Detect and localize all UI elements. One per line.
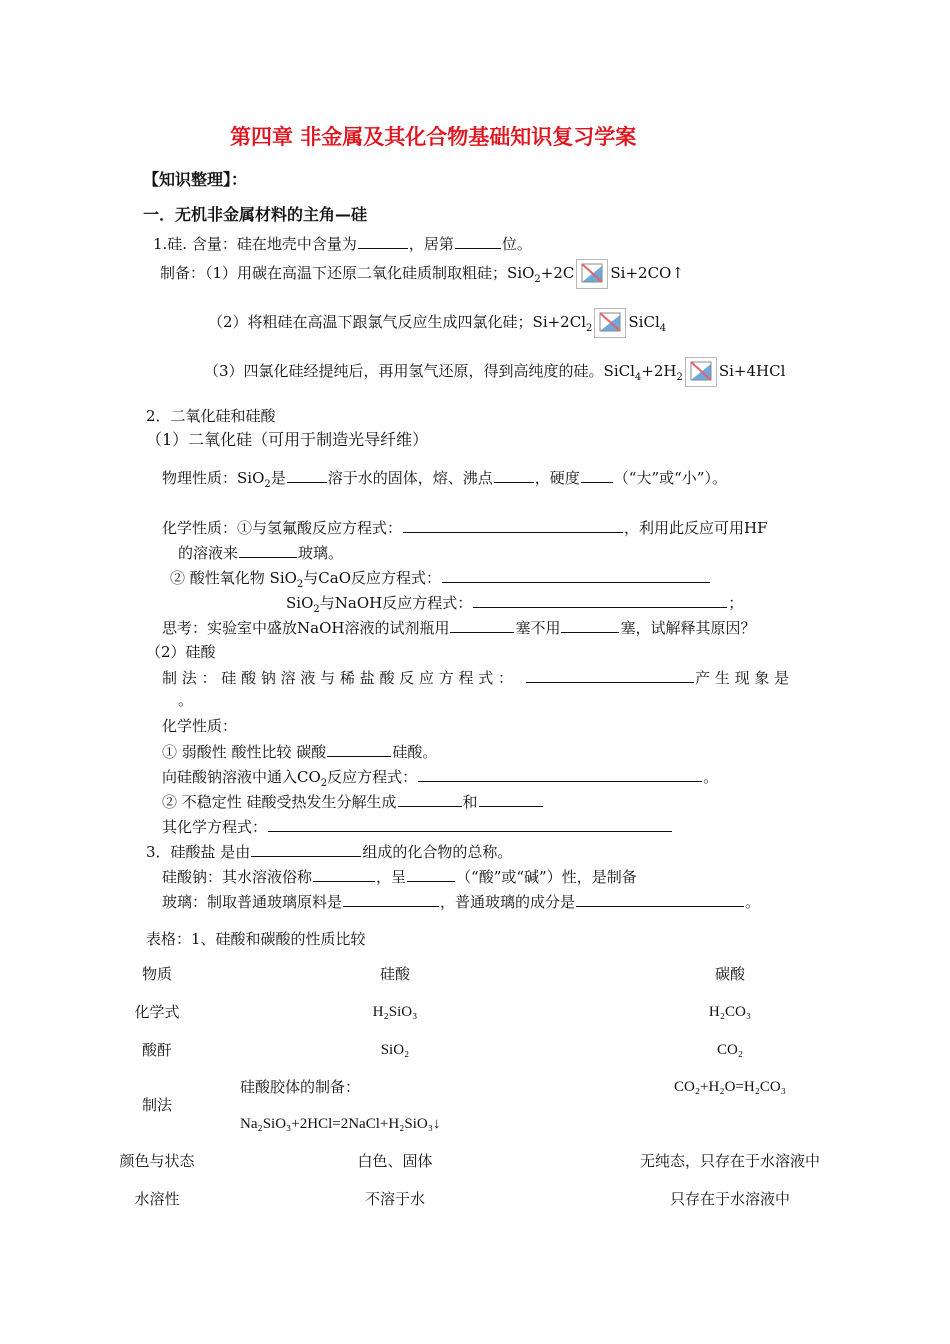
method-line-end: 。	[178, 691, 194, 709]
table-cell-color-c: 无纯态，只存在于水溶液中	[639, 1152, 820, 1170]
text: 塞，试解释其原因？	[620, 619, 756, 637]
text: 溶于水的固体，熔、沸点	[327, 469, 493, 487]
text: 制 法 ： 硅 酸 钠 溶 液 与 稀 盐 酸 反 应 方 程 式 ：	[162, 669, 514, 687]
table-cell-h2sio3: H₂SiO₃	[372, 1004, 418, 1020]
table-header-substance: 物质	[141, 965, 172, 983]
blank[interactable]	[479, 791, 543, 807]
blank[interactable]	[473, 592, 727, 608]
blank[interactable]	[343, 891, 439, 907]
text: ② 不稳定性 硅酸受热发生分解生成	[162, 793, 397, 811]
acid-oxide-cao-line: ② 酸性氧化物 SiO$_2$与CaO反应方程式：	[170, 567, 711, 588]
table-header-silicic: 硅酸	[379, 965, 410, 983]
text: 塞不用	[515, 619, 561, 637]
subheading-sio2: （1）二氧化硅（可用于制造光导纤维）	[146, 430, 429, 449]
blank[interactable]	[581, 467, 613, 483]
section-heading-sio2: 2．二氧化硅和硅酸	[146, 407, 276, 425]
text: +2C	[540, 264, 575, 282]
text: ，利用此反应可用HF	[624, 519, 768, 537]
blank[interactable]	[576, 891, 744, 907]
text: 思考：实验室中盛放NaOH溶液的试剂瓶用	[162, 619, 450, 637]
blank[interactable]	[494, 467, 534, 483]
text: 产 生 现 象 是	[695, 669, 790, 687]
table-row-label-solubility: 水溶性	[134, 1190, 180, 1208]
blank[interactable]	[327, 741, 391, 757]
text: ，居第	[408, 235, 454, 253]
table-cell-prep-c: CO₂+H₂O=H₂CO₃	[673, 1079, 786, 1095]
section-label-organize: 【知识整理】：	[143, 170, 248, 189]
table-cell-sol-c: 只存在于水溶液中	[669, 1190, 790, 1208]
blank[interactable]	[407, 866, 455, 882]
text: 玻璃。	[298, 544, 344, 562]
table-cell-co2: CO₂	[716, 1042, 744, 1058]
table-cell-prep-si-2: Na₂SiO₃+2HCl=2NaCl+H₂SiO₃↓	[240, 1116, 441, 1132]
blank[interactable]	[561, 617, 619, 633]
think-question-line	[162, 617, 755, 638]
table-row-label-formula: 化学式	[134, 1003, 180, 1021]
method-line	[162, 667, 789, 688]
text: 其化学方程式：	[162, 818, 268, 836]
text: 。	[703, 768, 719, 786]
blank[interactable]	[526, 667, 694, 683]
text: SiO	[286, 594, 314, 612]
blank[interactable]	[398, 791, 462, 807]
equation-line	[162, 816, 673, 837]
text: ① 弱酸性 酸性比较 碳酸	[162, 743, 327, 761]
table-row-label-prep: 制法	[141, 1096, 172, 1114]
subheading-silicic-acid: （2）硅酸	[146, 643, 216, 661]
text: 反应方程式：	[327, 768, 418, 786]
blank[interactable]	[268, 816, 672, 832]
text: ；	[728, 594, 744, 612]
broken-image-icon	[594, 308, 626, 338]
chemical-properties-line	[162, 517, 768, 538]
text: 物理性质：SiO	[162, 469, 265, 487]
section-heading-silicon: 一．无机非金属材料的主角—硅	[143, 205, 368, 224]
table-row-label-color: 颜色与状态	[119, 1152, 195, 1170]
text: 。	[745, 893, 761, 911]
page-title: 第四章 非金属及其化合物基础知识复习学案	[230, 125, 637, 149]
weak-acid-line	[162, 741, 437, 762]
chem-props-label: 化学性质：	[162, 717, 238, 735]
text: 制备：（1）用碳在高温下还原二氧化硅质制取粗硅；SiO	[160, 264, 535, 282]
text: 与CaO反应方程式：	[303, 569, 442, 587]
text: +2H	[641, 362, 677, 380]
prep-line-2: （2）将粗硅在高温下跟氯气反应生成四氯化硅；$Si+2Cl_2$ SiCl$_4$	[208, 307, 666, 338]
text: Si+2CO↑	[610, 264, 684, 282]
prep-line-1: 制备：（1）用碳在高温下还原二氧化硅质制取粗硅；SiO$_2$+2C Si+2CO↑	[160, 258, 684, 289]
text: （“酸”或“碱”）性，是制备	[456, 868, 637, 886]
table-cell-h2co3: H₂CO₃	[708, 1004, 752, 1020]
text: ，普通玻璃的成分是	[440, 893, 576, 911]
table-row-label-anhydride: 酸酐	[141, 1041, 172, 1059]
prep-line-3: （3）四氯化硅经提纯后，再用氢气还原，得到高纯度的硅。$SiCl_4+2H_2$ Si+4HCl	[204, 356, 785, 387]
blank[interactable]	[403, 517, 623, 533]
text: 的溶液来	[178, 544, 239, 562]
table-cell-color-si: 白色、固体	[357, 1152, 433, 1170]
table-cell-prep-si-1: 硅酸胶体的制备：	[240, 1078, 361, 1096]
text: ，呈	[376, 868, 407, 886]
silicate-line	[146, 841, 512, 862]
acid-oxide-naoh-line: SiO$_2$与NaOH反应方程式： ；	[286, 594, 744, 615]
text: 3．硅酸盐 是由	[146, 843, 251, 861]
text: 与NaOH反应方程式：	[319, 594, 473, 612]
glass-line	[162, 891, 760, 912]
table-caption: 表格：1、硅酸和碳酸的性质比较	[146, 930, 366, 948]
text: 向硅酸钠溶液中通入CO	[162, 768, 321, 786]
table-cell-sol-si: 不溶于水	[364, 1190, 425, 1208]
text: 硅酸钠：其水溶液俗称	[162, 868, 313, 886]
silicon-content-line	[153, 233, 532, 254]
text: （2）将粗硅在高温下跟氯气反应生成四氯化硅；Si+2Cl	[208, 313, 587, 331]
broken-image-icon	[576, 259, 608, 289]
co2-reaction-line: 向硅酸钠溶液中通入$CO_2$反应方程式： 。	[162, 768, 719, 789]
text: 和	[462, 793, 478, 811]
text: 是	[270, 469, 286, 487]
broken-image-icon	[685, 357, 717, 387]
physical-properties-line: 物理性质：SiO$_2$是 溶于水的固体，熔、沸点 ，硬度 （“大”或“小”）。	[162, 469, 727, 490]
text: ② 酸性氧化物 SiO	[170, 569, 297, 587]
text: 位。	[501, 235, 532, 253]
text: 玻璃：制取普通玻璃原料是	[162, 893, 343, 911]
blank[interactable]	[358, 233, 408, 249]
text: 硅酸。	[392, 743, 438, 761]
blank[interactable]	[418, 766, 702, 782]
blank[interactable]	[313, 866, 375, 882]
blank[interactable]	[442, 567, 710, 583]
blank[interactable]	[287, 467, 327, 483]
text: 1.硅. 含量：硅在地壳中含量为	[153, 235, 357, 253]
text: 化学性质：①与氢氟酸反应方程式：	[162, 519, 403, 537]
blank[interactable]	[239, 542, 297, 558]
blank[interactable]	[251, 841, 361, 857]
text: Si+4HCl	[718, 362, 786, 380]
chemical-properties-line-2	[178, 542, 343, 563]
unstable-line	[162, 791, 544, 812]
text: SiCl	[628, 313, 660, 331]
text: （3）四氯化硅经提纯后，再用氢气还原，得到高纯度的硅。SiCl	[204, 362, 635, 380]
blank[interactable]	[450, 617, 514, 633]
table-header-carbonic: 碳酸	[714, 965, 745, 983]
table-cell-sio2: SiO₂	[380, 1042, 410, 1058]
text: ，硬度	[534, 469, 580, 487]
sodium-silicate-line	[162, 866, 637, 887]
text: （“大”或“小”）。	[613, 469, 727, 487]
text: 组成的化合物的总称。	[362, 843, 513, 861]
blank[interactable]	[455, 233, 501, 249]
